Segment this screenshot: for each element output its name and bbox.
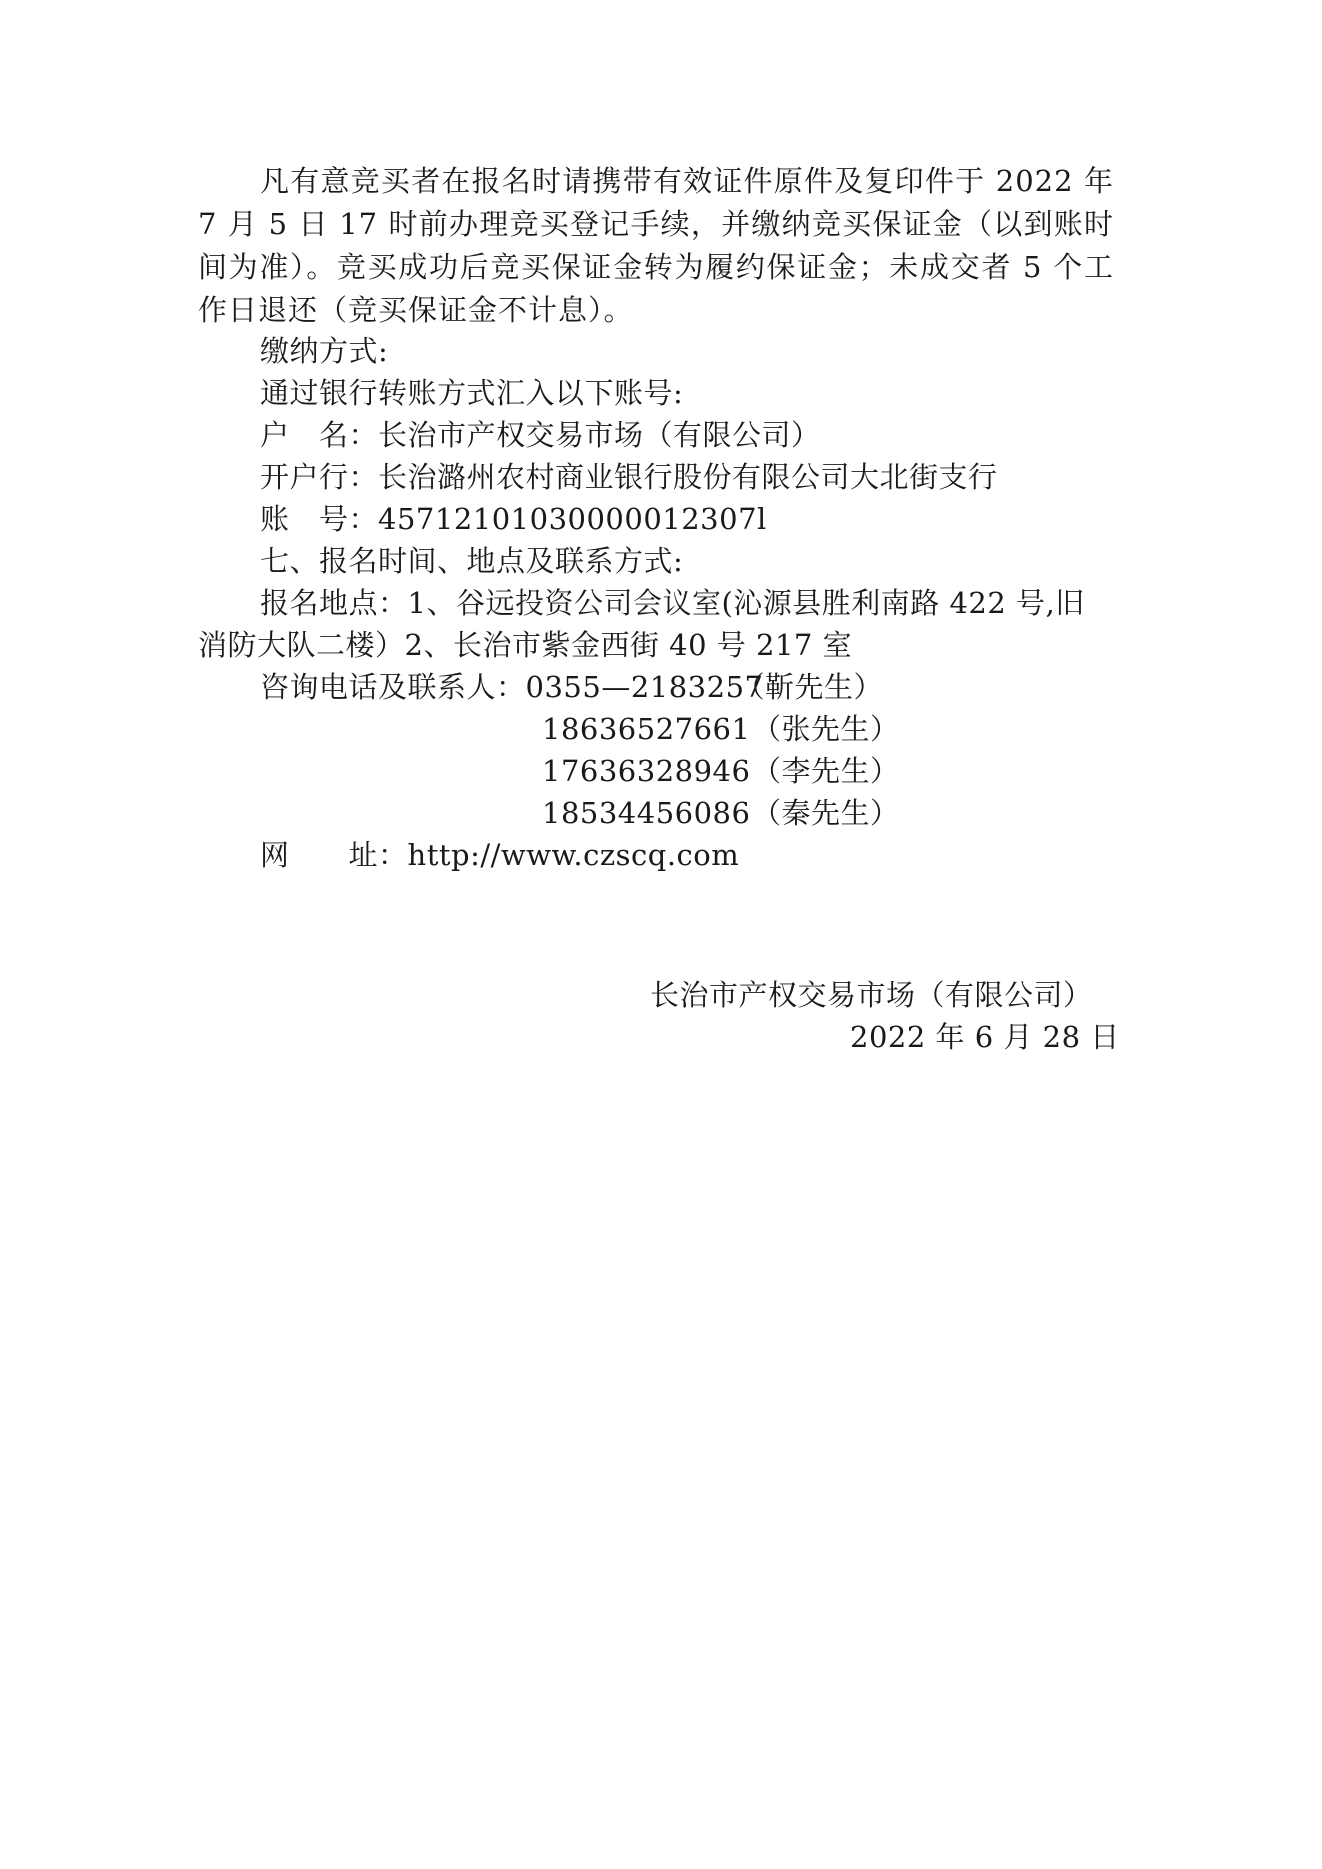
contact-name: （秦先生）	[752, 796, 900, 830]
signature-organization: 长治市产权交易市场（有限公司）	[650, 978, 1093, 1012]
contact-phone: 18534456086	[542, 796, 751, 830]
contact-row	[542, 751, 900, 791]
account-name-row	[260, 415, 821, 455]
account-number-label: 账 号：	[260, 502, 379, 536]
intro-paragraph: 凡有意竞买者在报名时请携带有效证件原件及复印件于 2022 年 7 月 5 日 17 时前办理竞买登记手续，并缴纳竞买保证金（以到账时间为准）。竞买成功后竞买保证金转为履约保证金；未成交者 5 个工作日退还（竞买保证金不计息）。	[198, 164, 1114, 327]
bank-label: 开户行：	[260, 460, 379, 494]
bank-row	[260, 457, 998, 497]
website-row	[260, 835, 739, 875]
contact-row	[260, 667, 883, 707]
account-number-row	[260, 499, 767, 539]
signature-date: 2022 年 6 月 28 日	[850, 1020, 1120, 1054]
website-label: 网 址：	[260, 838, 408, 872]
payment-method-label: 缴纳方式:	[260, 334, 389, 368]
contact-name: （靳先生）	[735, 670, 884, 704]
contact-phone: 0355—2183257	[525, 670, 764, 704]
location-line-1: 报名地点：1、谷远投资公司会议室(沁源县胜利南路 422 号,旧	[260, 586, 1085, 620]
website-link[interactable]: http://www.czscq.com	[407, 838, 740, 872]
contact-phone: 17636328946	[542, 754, 751, 788]
contact-row	[542, 709, 900, 749]
contacts-label: 咨询电话及联系人：	[260, 670, 526, 704]
account-name-value: 长治市产权交易市场（有限公司）	[378, 418, 821, 452]
bank-value: 长治潞州农村商业银行股份有限公司大北街支行	[378, 460, 998, 494]
contact-name: （李先生）	[752, 754, 900, 788]
account-name-label: 户 名：	[260, 418, 379, 452]
contact-name: （张先生）	[752, 712, 900, 746]
contact-row	[542, 793, 900, 833]
location-line-2: 消防大队二楼）2、长治市紫金西街 40 号 217 室	[198, 628, 853, 662]
transfer-instruction: 通过银行转账方式汇入以下账号:	[260, 376, 684, 410]
account-number-value: 45712101030000012307l	[378, 502, 767, 536]
section-seven-heading: 七、报名时间、地点及联系方式:	[260, 544, 684, 578]
contact-phone: 18636527661	[542, 712, 751, 746]
